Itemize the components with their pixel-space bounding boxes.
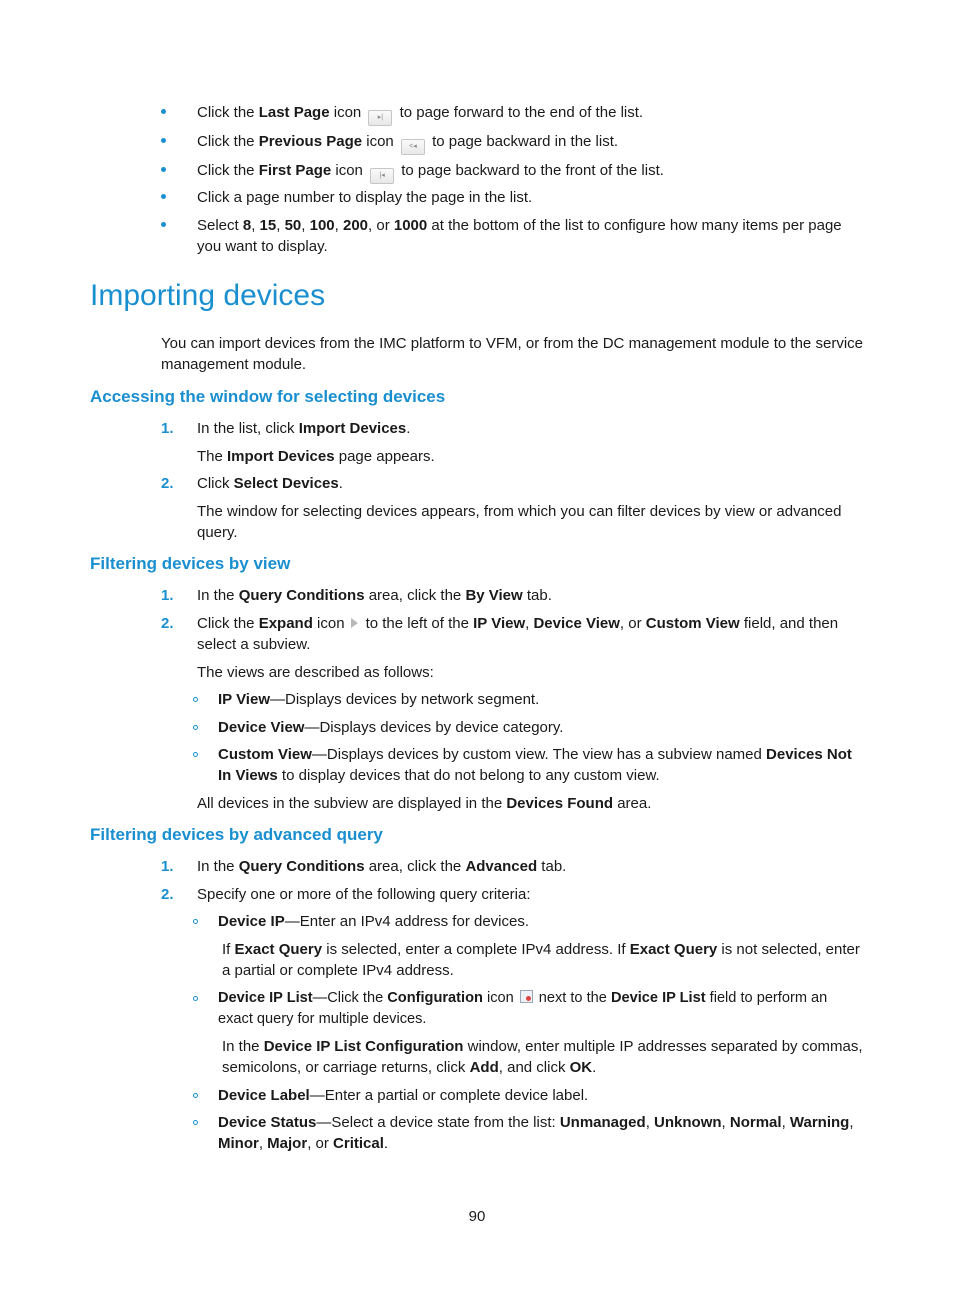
- sub-bullet-marker: [193, 988, 201, 996]
- option-device-status: Device Status—Select a device state from the list: Unmanaged, Unknown, Normal, Warning, Minor, Major, or Critical.: [218, 1114, 854, 1152]
- step-number: 1.: [161, 858, 174, 875]
- step-advanced-tab: In the Query Conditions area, click the Advanced tab.: [197, 858, 567, 875]
- option-device-ip: Device IP—Enter an IPv4 address for devices.: [218, 913, 530, 930]
- section-heading-filter-by-view: Filtering devices by view: [90, 554, 291, 573]
- step-result: The Import Devices page appears.: [197, 448, 435, 465]
- step-number: 2.: [161, 886, 174, 903]
- step-expand-view: Click the Expand icon to the left of the IP View, Device View, or Custom View field, and then select a subview.: [197, 615, 839, 653]
- configuration-icon: [520, 990, 533, 1003]
- sub-bullet-marker: [193, 911, 201, 919]
- page-number: 90: [468, 1208, 486, 1225]
- step-number: 2.: [161, 475, 174, 492]
- step-result: The window for selecting devices appears, from which you can filter devices by view or advanced query.: [197, 503, 842, 541]
- device-ip-detail: If Exact Query is selected, enter a complete IPv4 address. If Exact Query is not selected, enter a partial or complete IPv4 address.: [222, 941, 860, 979]
- bullet-marker: [161, 160, 169, 168]
- last-page-icon: ▸|: [368, 110, 392, 126]
- option-device-label: Device Label—Enter a partial or complete device label.: [218, 1087, 589, 1104]
- bullet-items-per-page: Select 8, 15, 50, 100, 200, or 1000 at the bottom of the list to configure how many items per page you want to display.: [197, 217, 842, 255]
- step-number: 2.: [161, 615, 174, 632]
- bullet-first-page: Click the First Page icon |◂ to page backward to the front of the list.: [197, 160, 863, 184]
- option-ip-view: IP View—Displays devices by network segment.: [218, 691, 540, 708]
- bullet-marker: [161, 131, 169, 139]
- sub-bullet-marker: [193, 744, 201, 752]
- sub-bullet-marker: [193, 1085, 201, 1093]
- expand-icon: [351, 618, 358, 628]
- bullet-marker: [161, 187, 169, 195]
- sub-bullet-marker: [193, 717, 201, 725]
- previous-page-icon: <◂: [401, 139, 425, 155]
- option-device-ip-list: Device IP List—Click the Configuration icon next to the Device IP List field to perform an exact query for multiple devices.: [218, 990, 828, 1027]
- views-description: The views are described as follows:: [197, 664, 434, 681]
- intro-paragraph: You can import devices from the IMC platform to VFM, or from the DC management module to the service management module.: [161, 335, 863, 373]
- bullet-page-number: Click a page number to display the page in the list.: [197, 189, 533, 206]
- bullet-marker: [161, 215, 169, 223]
- section-heading-advanced-query: Filtering devices by advanced query: [90, 825, 383, 844]
- option-device-view: Device View—Displays devices by device category.: [218, 719, 564, 736]
- device-ip-list-detail: In the Device IP List Configuration window, enter multiple IP addresses separated by commas, semicolons, or carriage returns, click Add, and click OK.: [222, 1038, 863, 1076]
- step-query-criteria: Specify one or more of the following query criteria:: [197, 886, 531, 903]
- step-import-devices: In the list, click Import Devices.: [197, 420, 411, 437]
- bullet-marker: [161, 102, 169, 110]
- step-select-devices: Click Select Devices.: [197, 475, 343, 492]
- step-number: 1.: [161, 587, 174, 604]
- sub-bullet-marker: [193, 1112, 201, 1120]
- devices-found-note: All devices in the subview are displayed in the Devices Found area.: [197, 795, 652, 812]
- first-page-icon: |◂: [370, 168, 394, 184]
- bullet-previous-page: Click the Previous Page icon <◂ to page backward in the list.: [197, 131, 863, 155]
- section-heading-access-window: Accessing the window for selecting devices: [90, 387, 446, 406]
- option-custom-view: Custom View—Displays devices by custom view. The view has a subview named Devices Not In Views to display devices that do not belong to any custom view.: [218, 746, 852, 784]
- page-title: Importing devices: [90, 279, 326, 312]
- sub-bullet-marker: [193, 689, 201, 697]
- step-by-view-tab: In the Query Conditions area, click the By View tab.: [197, 587, 552, 604]
- step-number: 1.: [161, 420, 174, 437]
- bullet-last-page: Click the Last Page icon ▸| to page forward to the end of the list.: [197, 102, 863, 126]
